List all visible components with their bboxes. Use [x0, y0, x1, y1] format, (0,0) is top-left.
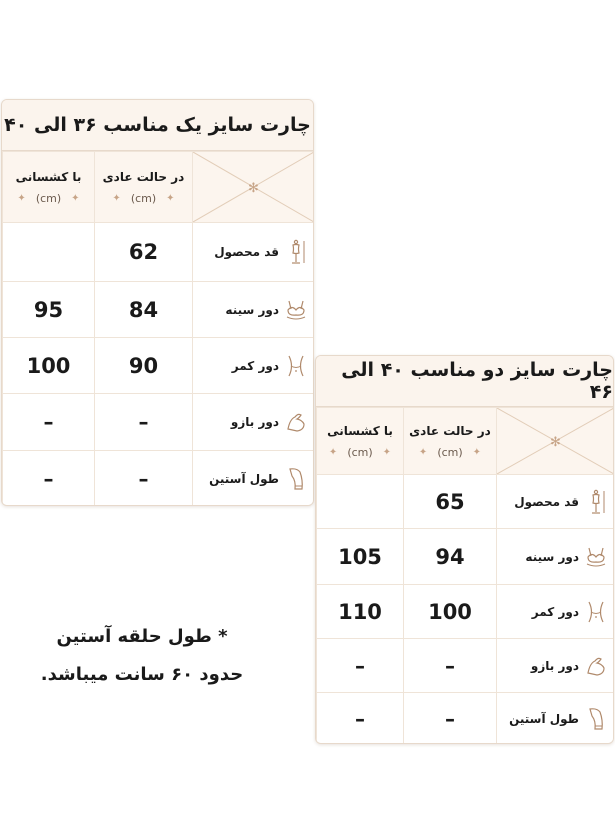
- row-label: دور کمر: [497, 585, 614, 639]
- header-stretch-label: با کشسانی: [327, 423, 393, 438]
- table-row: [317, 529, 614, 585]
- sleeve-icon: [285, 466, 307, 492]
- stretch-cell: [3, 223, 95, 282]
- table-row: [3, 451, 314, 507]
- normal-cell: 62: [95, 223, 193, 282]
- header-normal: [404, 408, 497, 475]
- svg-text:✻: ✻: [550, 435, 561, 450]
- bust-icon: [585, 544, 607, 570]
- dress-form-icon: [585, 489, 607, 515]
- table-row: [317, 585, 614, 639]
- normal-cell: 90: [95, 338, 193, 394]
- header-normal-label: در حالت عادی: [409, 423, 491, 438]
- sleeve-icon: [585, 706, 607, 732]
- sparkle-icon: ✦: [472, 446, 482, 458]
- size-chart-one: [1, 99, 314, 506]
- stretch-cell: [317, 475, 404, 529]
- normal-cell: –: [404, 639, 497, 693]
- waist-icon: [585, 599, 607, 625]
- arm-icon: [585, 653, 607, 679]
- sparkle-icon: ✦: [418, 446, 428, 458]
- row-label: قد محصول: [497, 475, 614, 529]
- row-label: دور سینه: [497, 529, 614, 585]
- diagonal-cross-icon: [497, 408, 614, 474]
- header-unit: (cm): [437, 445, 463, 459]
- normal-cell: –: [95, 451, 193, 507]
- size-table: [316, 407, 614, 744]
- header-normal-label: در حالت عادی: [102, 169, 185, 184]
- row-label: طول آستین: [193, 451, 314, 507]
- size-table: [2, 151, 314, 506]
- table-row: [317, 639, 614, 693]
- header-stretch: [317, 408, 404, 475]
- table-row: [3, 394, 314, 451]
- sparkle-icon: ✦: [112, 192, 121, 204]
- normal-cell: 94: [404, 529, 497, 585]
- stretch-cell: 105: [317, 529, 404, 585]
- row-label: قد محصول: [193, 223, 314, 282]
- normal-cell: 65: [404, 475, 497, 529]
- table-row: [3, 282, 314, 338]
- stretch-cell: 95: [3, 282, 95, 338]
- header-unit: (cm): [35, 191, 62, 205]
- header-stretch: [3, 152, 95, 223]
- table-row: [317, 693, 614, 745]
- normal-cell: –: [404, 693, 497, 745]
- chart-title: چارت سایز یک مناسب ۳۶ الی ۴۰: [2, 100, 313, 151]
- arm-icon: [285, 409, 307, 435]
- sparkle-icon: ✦: [71, 192, 80, 204]
- header-unit: (cm): [130, 191, 157, 205]
- table-row: [3, 223, 314, 282]
- header-normal: [95, 152, 193, 223]
- table-row: [317, 475, 614, 529]
- note-line-1: * طول حلقه آستین: [56, 626, 228, 647]
- stretch-cell: –: [3, 451, 95, 507]
- sparkle-icon: ✦: [17, 192, 26, 204]
- size-chart-two: [315, 355, 614, 744]
- chart-title: چارت سایز دو مناسب ۴۰ الی ۴۶: [316, 356, 613, 407]
- note-line-2: حدود ۶۰ سانت میباشد.: [40, 664, 244, 685]
- row-label: دور کمر: [193, 338, 314, 394]
- bust-icon: [285, 297, 307, 323]
- normal-cell: 84: [95, 282, 193, 338]
- row-label: دور بازو: [193, 394, 314, 451]
- row-label: دور بازو: [497, 639, 614, 693]
- stretch-cell: –: [317, 639, 404, 693]
- header-corner: [497, 408, 614, 475]
- header-unit: (cm): [347, 445, 373, 459]
- dress-form-icon: [285, 239, 307, 265]
- normal-cell: 100: [404, 585, 497, 639]
- stretch-cell: –: [317, 693, 404, 745]
- sparkle-icon: ✦: [166, 192, 175, 204]
- diagonal-cross-icon: [193, 152, 314, 222]
- sparkle-icon: ✦: [382, 446, 392, 458]
- sparkle-icon: ✦: [328, 446, 338, 458]
- row-label: طول آستین: [497, 693, 614, 745]
- sleeve-note: [22, 618, 262, 694]
- header-stretch-label: با کشسانی: [15, 169, 82, 184]
- stretch-cell: –: [3, 394, 95, 451]
- waist-icon: [285, 353, 307, 379]
- stretch-cell: 100: [3, 338, 95, 394]
- row-label: دور سینه: [193, 282, 314, 338]
- normal-cell: –: [95, 394, 193, 451]
- stretch-cell: 110: [317, 585, 404, 639]
- header-corner: [193, 152, 314, 223]
- table-row: [3, 338, 314, 394]
- svg-text:✻: ✻: [248, 181, 259, 196]
